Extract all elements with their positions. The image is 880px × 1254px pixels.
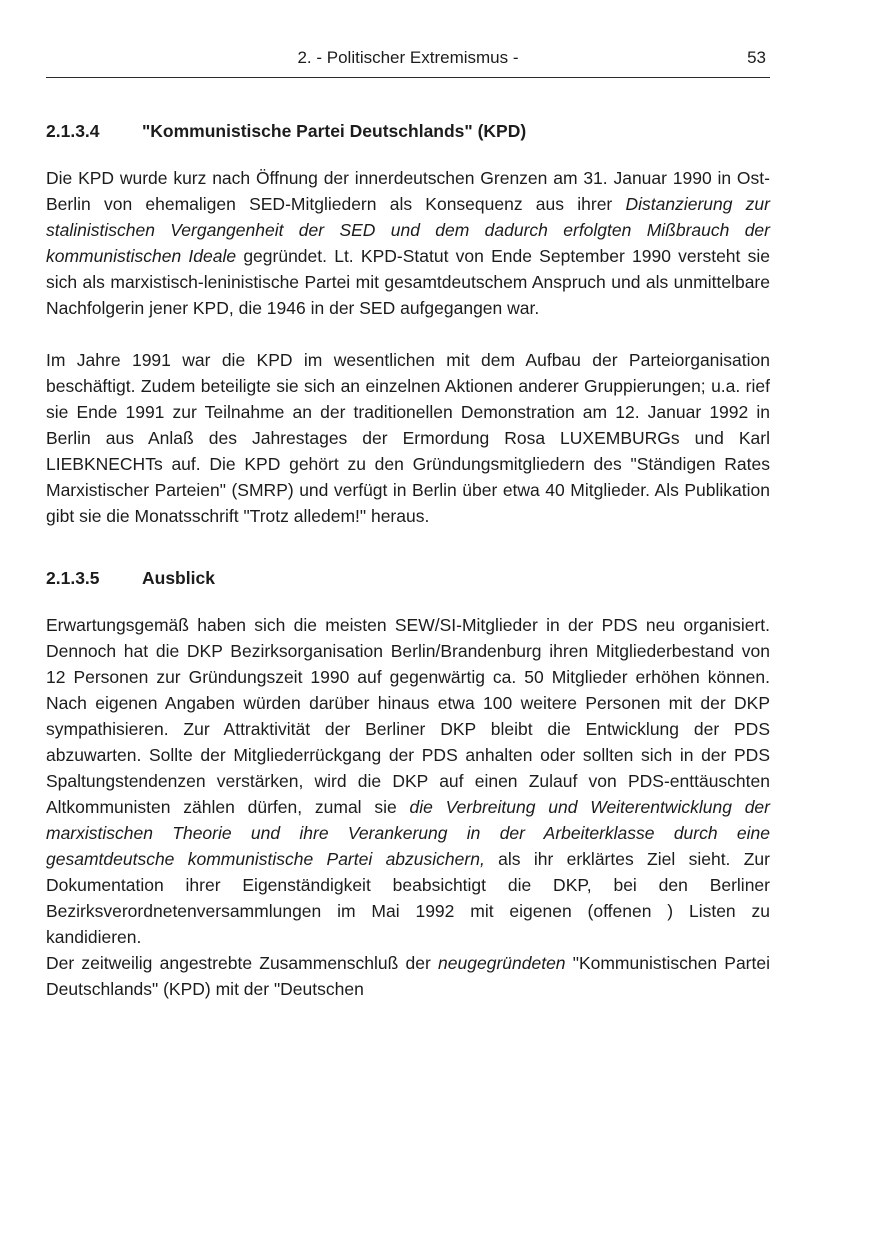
- section-number: 2.1.3.5: [46, 568, 100, 588]
- running-header: [46, 47, 770, 78]
- text-run: als ihr erklärtes Ziel sieht. Zur Dokumentation ihrer Eigenständigkeit beabsichtigt die DKP, bei den Berliner Bezirksverordnetenversammlungen im Mai 1992 mit eigenen (offenen ) Listen zu kandidieren.: [46, 849, 770, 947]
- italic-text-run: neugegründeten: [438, 953, 566, 973]
- header-title: 2. - Politischer Extremismus -: [297, 48, 519, 67]
- text-run: Erwartungsgemäß haben sich die meisten SEW/SI-Mitglieder in der PDS neu organisiert. Dennoch hat die DKP Bezirksorganisation Berlin/Brandenburg ihren Mitgliederbestand von 12 Personen zur Gründungszeit 1990 auf gegenwärtig ca. 50 Mitglieder erhöhen können. Nach eigenen Angaben würden darüber hinaus etwa 100 weitere Personen mit der DKP sympathisieren. Zur Attraktivität der Berliner DKP bleibt die Entwicklung der PDS abzuwarten. Sollte der Mitgliederrückgang der PDS anhalten oder sollten sich in der PDS Spaltungstendenzen verstärken, wird die DKP auf einen Zulauf von PDS-enttäuschten Altkommunisten zählen dürfen, zumal sie: [46, 615, 770, 817]
- page-body: [46, 118, 770, 1002]
- text-run: Die KPD wurde kurz nach Öffnung der innerdeutschen Grenzen am 31. Januar 1990 in Ost-Berlin von ehemaligen SED-Mitgliedern als Konsequenz aus ihrer: [46, 168, 770, 214]
- section-heading-ausblick: [46, 565, 770, 591]
- page-number: 53: [747, 48, 766, 67]
- paragraph: Im Jahre 1991 war die KPD im wesentlichen mit dem Aufbau der Parteiorganisation beschäftigt. Zudem beteiligte sie sich an einzelnen Aktionen anderer Gruppierungen; u.a. rief sie Ende 1991 zur Teilnahme an der traditionellen Demonstration am 12. Januar 1992 in Berlin aus Anlaß des Jahrestages der Ermordung Rosa LUXEMBURGs und Karl LIEBKNECHTs auf. Die KPD gehört zu den Gründungsmitgliedern des "Ständigen Rates Marxistischer Parteien" (SMRP) und verfügt in Berlin über etwa 40 Mitglieder. Als Publikation gibt sie die Monatsschrift "Trotz alledem!" heraus.: [46, 350, 770, 526]
- paragraph: [46, 950, 770, 1002]
- section-title: "Kommunistische Partei Deutschlands" (KPD): [142, 121, 527, 141]
- section-heading-kpd: [46, 118, 770, 144]
- paragraph: [46, 165, 770, 321]
- text-run: Der zeitweilig angestrebte Zusammenschluß der: [46, 953, 439, 973]
- text-run: "Kommunistischen Partei Deutschlands" (KPD) mit der "Deutschen: [46, 953, 770, 999]
- italic-text-run: die Verbreitung und Weiterentwicklung der marxistischen Theorie und ihre Verankerung in der Arbeiterklasse durch eine gesamtdeutsche kommunistische Partei abzusichern,: [46, 797, 770, 869]
- section-number: 2.1.3.4: [46, 121, 100, 141]
- section-title: Ausblick: [142, 568, 215, 588]
- paragraph: [46, 612, 770, 950]
- text-run: gegründet. Lt. KPD-Statut von Ende September 1990 versteht sie sich als marxistisch-leninistische Partei mit gesamtdeutschem Anspruch und als unmittelbare Nachfolgerin jener KPD, die 1946 in der SED aufgegangen war.: [46, 246, 770, 318]
- italic-text-run: Distanzierung zur stalinistischen Vergangenheit der SED und dem dadurch erfolgten Mißbrauch der kommunistischen Ideale: [46, 194, 770, 266]
